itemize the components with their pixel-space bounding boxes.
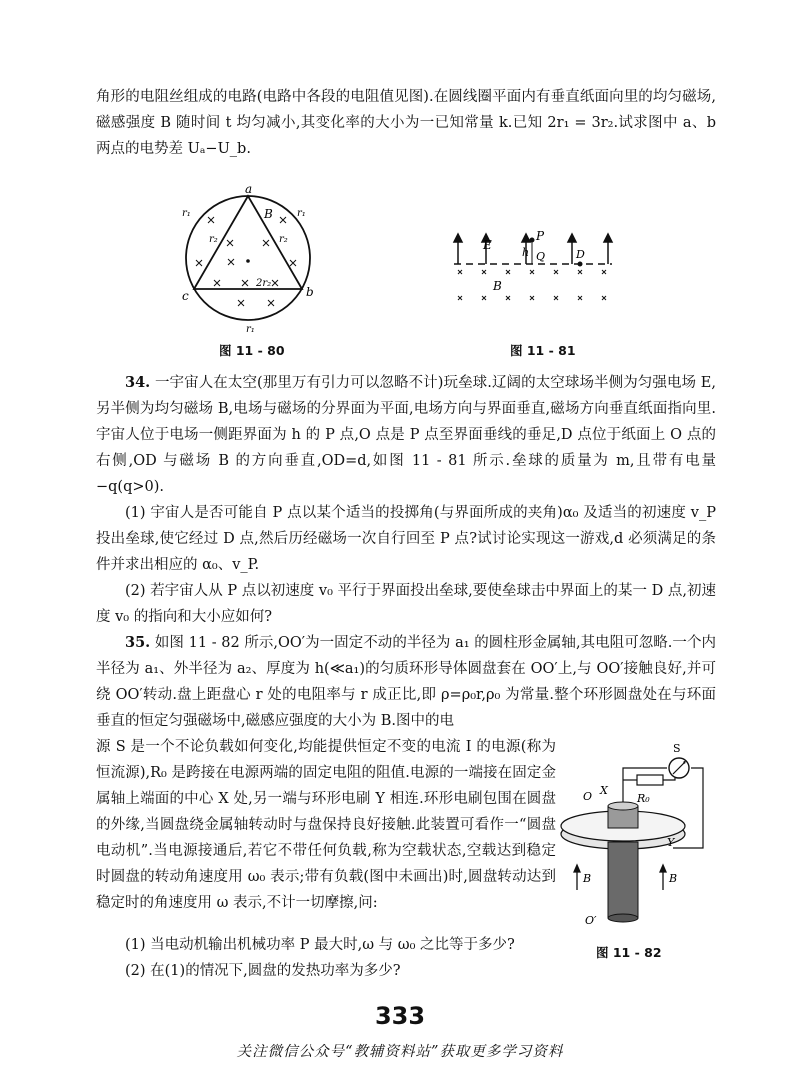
figure-11-82 (555, 740, 720, 940)
coil-circle (186, 196, 310, 320)
problem-35-text: 如图 11 - 82 所示,OO′为一固定不动的半径为 a₁ 的圆柱形金属轴,其电阻可忽略.一个内半径为 a₁、外半径为 a₂、厚度为 h(≪a₁)的匀质环形导体圆盘套在 OO′上,与 OO′接触良好,并可绕 OO′转动.盘上距盘心 r 处的电阻率与 r 成正比,即 ρ=ρ₀r,ρ₀ 为常量.整个环形圆盘处在与环面垂直的恒定匀强磁场中,磁感应强度的大小为 B.图中的电 (96, 635, 717, 729)
resistor-R0 (637, 775, 663, 785)
problem-35-q1: (1) 当电动机输出机械功率 P 最大时,ω 与 ω₀ 之比等于多少? (125, 937, 515, 953)
label-r1-right: r₁ (297, 208, 306, 219)
footer-note: 关注微信公众号“教辅资料站”获取更多学习资料 (236, 1044, 564, 1060)
label-2r2: 2r₂ (256, 278, 272, 289)
label-B: B (493, 279, 502, 293)
problem-34-q2: (2) 若宇宙人从 P 点以初速度 v₀ 平行于界面投出垒球,要使垒球击中界面上的某一 D 点,初速度 v₀ 的指向和大小应如何? (96, 583, 716, 625)
problem-35-q2: (2) 在(1)的情况下,圆盘的发热功率为多少? (125, 963, 401, 979)
label-S: S (673, 742, 681, 755)
label-a: a (245, 182, 253, 196)
figure-11-80 (172, 180, 332, 340)
center-dot (246, 259, 250, 263)
label-D: D (576, 248, 585, 261)
caption-11-82: 图 11 - 82 (596, 945, 662, 960)
label-c: c (182, 289, 189, 303)
shaft-lower (608, 842, 638, 918)
label-B-right: B (669, 872, 678, 885)
label-O-prime: O′ (585, 914, 597, 927)
label-X: X (600, 784, 608, 797)
label-P: P (536, 229, 545, 243)
problem-34-q1: (1) 宇宙人是否可能自 P 点以某个适当的投掷角(与界面所成的夹角)α₀ 及适当的初速度 v_P 投出垒球,使它经过 D 点,然后历经磁场一次自行回至 P 点?试讨论实现这一游戏,d 必须满足的条件并求出相应的 α₀、v_P. (96, 505, 716, 573)
problem-35-continued: 源 S 是一个不论负载如何变化,均能提供恒定不变的电流 I 的电源(称为恒流源),R₀ 是跨接在电源两端的固定电阻的阻值.电源的一端接在固定金属轴上端面的中心 X 处,另一端与环形电刷 Y 相连.环形电刷包围在圆盘的外缘,当圆盘绕金属轴转动时与盘保持良好接触.此装置可看作一“圆盘电动机”.当电源接通后,若它不带任何负载,称为空载状态,空载达到稳定时圆盘的转动角速度用 ω₀ 表示;带有负载(图中未画出)时,圆盘转动达到稳定时的角速度用 ω 表示,不计一切摩擦,问: (96, 739, 556, 911)
point-D (578, 262, 583, 267)
problem-34-text: 一宇宙人在太空(那里万有引力可以忽略不计)玩垒球.辽阔的太空球场半侧为匀强电场 E,另半侧为均匀磁场 B,电场与磁场的分界面为平面,电场方向与界面垂直,磁场方向垂直纸面指向里.宇宙人位于电场一侧距界面为 h 的 P 点,O 点是 P 点至界面垂线的垂足,D 点位于纸面上 O 点的右侧,OD 与磁场 B 的方向垂直,OD=d,如图 11 - 81 所示.垒球的质量为 m,且带有电量−q(q>0). (96, 375, 716, 495)
shaft-top (608, 802, 638, 810)
label-B: B (264, 207, 273, 221)
label-E: E (483, 238, 492, 252)
point-P (530, 238, 535, 243)
figure-11-81 (446, 224, 626, 314)
problem-34-number: 34. (125, 374, 151, 391)
label-b: b (306, 285, 314, 299)
caption-11-81: 图 11 - 81 (510, 343, 576, 358)
label-Q: Q (536, 250, 546, 263)
label-r1-bottom: r₁ (246, 324, 255, 335)
caption-11-80: 图 11 - 80 (219, 343, 285, 358)
label-O: O (583, 790, 593, 803)
label-Y: Y (667, 836, 675, 849)
problem-35 (96, 630, 716, 734)
magnetic-crosses (458, 270, 606, 300)
label-h: h (522, 246, 530, 259)
label-r1-left: r₁ (182, 208, 191, 219)
page-number: 333 (374, 1002, 426, 1030)
label-r2-right: r₂ (279, 234, 288, 245)
label-R0: R₀ (637, 792, 650, 805)
label-B-left: B (583, 872, 592, 885)
intro-paragraph: 角形的电阻丝组成的电路(电路中各段的电阻值见图).在圆线圈平面内有垂直纸面向里的均匀磁场,磁感强度 B 随时间 t 均匀减小,其变化率的大小为一已知常量 k.已知 2r₁ = 3r₂.试求图中 a、b 两点的电势差 Uₐ−U_b. (96, 89, 716, 157)
problem-34 (96, 370, 716, 500)
problem-35-number: 35. (125, 634, 151, 651)
label-r2-left: r₂ (209, 234, 218, 245)
